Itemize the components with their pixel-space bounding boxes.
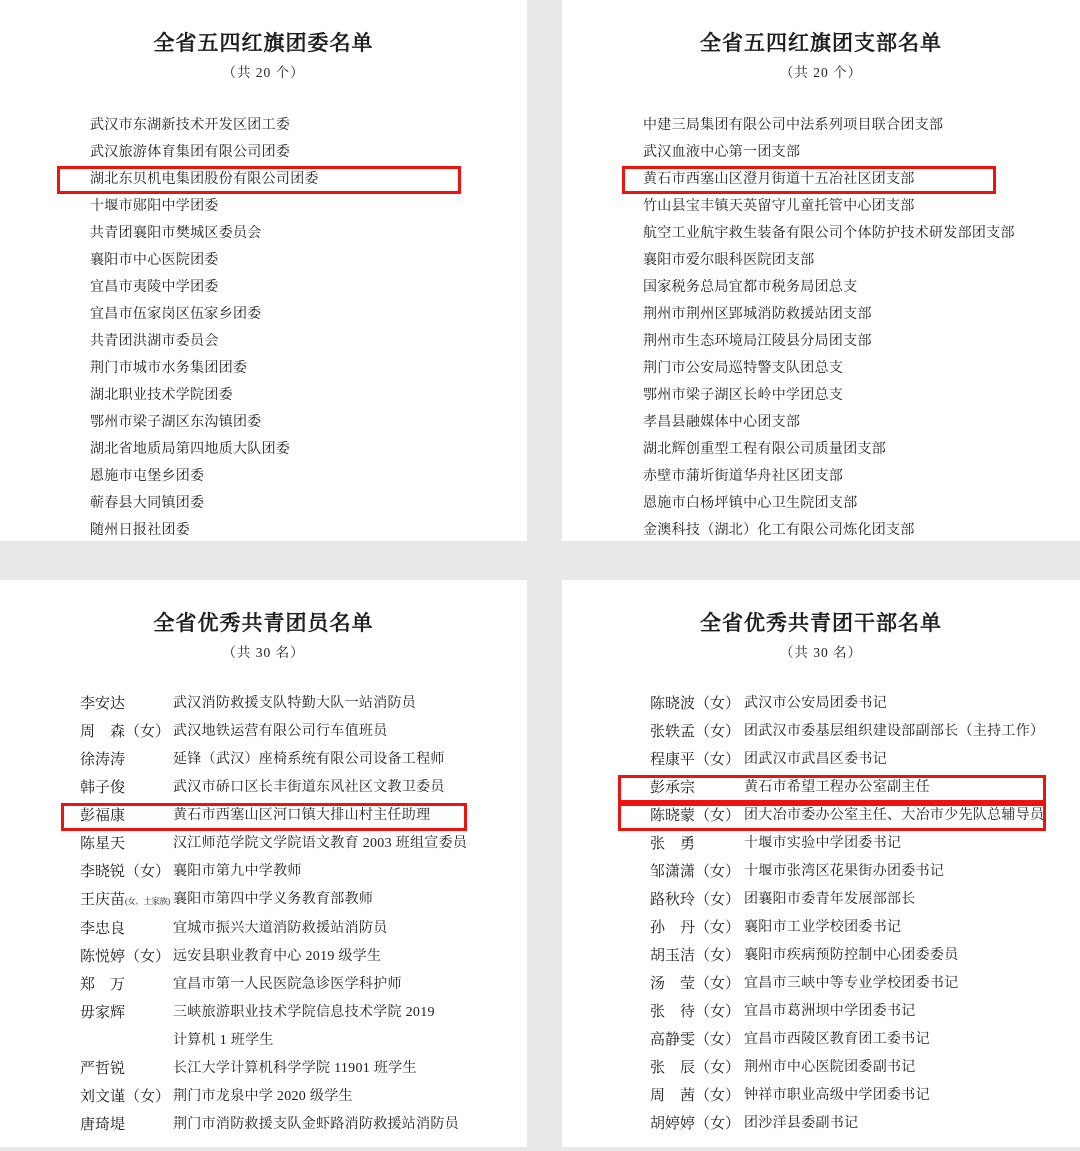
list-item [80,718,467,746]
page-red-flag-branches [562,0,1080,541]
list-item-highlighted [650,802,1044,830]
person-role: 荆门市龙泉中学 2020 级学生 [173,1089,353,1104]
list-item: 襄阳市中心医院团委 [90,253,219,268]
list-item-highlighted: 湖北东贝机电集团股份有限公司团委 [90,166,319,193]
person-role: 武汉地铁运营有限公司行车值班员 [173,724,388,739]
person-role: 钟祥市职业高级中学团委书记 [744,1088,930,1103]
list-item: 赤壁市蒲圻街道华舟社区团支部 [643,469,844,484]
person-name: 陈悦婷（女） [80,949,171,965]
list-item: 湖北职业技术学院团委 [90,388,233,403]
person-role: 武汉消防救援支队特勤大队一站消防员 [173,696,417,711]
person-name: 张 勇 [650,836,696,852]
person-name: 路秋玲（女） [650,892,741,908]
list-item: 湖北省地质局第四地质大队团委 [90,442,291,457]
person-role: 荆州市中心医院团委副书记 [744,1060,916,1075]
list-item: 宜昌市伍家岗区伍家乡团委 [90,307,262,322]
list-item [650,942,1044,970]
person-name: 陈晓蒙（女） [650,808,741,824]
person-name: 徐涛涛 [80,752,126,768]
list-item [650,690,1044,718]
list-item [80,746,467,774]
list-item [80,830,467,858]
person-name: 程康平（女） [650,752,741,768]
person-role: 十堰市张湾区花果街办团委书记 [744,864,945,879]
list-item [80,915,467,943]
person-role: 宜昌市三峡中等专业学校团委书记 [744,976,959,991]
person-name: 李晓锐（女） [80,864,171,880]
person-name: 张轶孟（女） [650,724,741,740]
person-role: 团武汉市武昌区委书记 [744,752,887,767]
list-count: （共 30 名） [779,645,863,660]
list-count: （共 30 名） [222,645,305,660]
list-item [80,943,467,971]
person-name: 陈星天 [80,836,126,852]
list-item [80,886,467,915]
person-name: 唐琦堤 [80,1117,126,1133]
list-item [80,1055,467,1083]
list-item: 共青团洪湖市委员会 [90,334,219,349]
list-item [650,718,1044,746]
person-name: 严哲锐 [80,1061,126,1077]
list-item: 孝昌县融媒体中心团支部 [643,415,801,430]
list-item: 共青团襄阳市樊城区委员会 [90,226,262,241]
list-item [650,830,1044,858]
person-name: 汤 莹（女） [650,976,741,992]
person-role: 黄石市西塞山区河口镇大排山村主任助理 [173,808,431,823]
person-name: 陈晓波（女） [650,696,741,712]
person-role: 宜昌市葛洲坝中学团委书记 [744,1004,916,1019]
list-item-highlighted [650,774,1044,802]
page-outstanding-cadres [562,580,1080,1147]
list-item: 荆州市荆州区郢城消防救援站团支部 [643,307,872,322]
list-item [650,914,1044,942]
person-role: 宜城市振兴大道消防救援站消防员 [173,921,388,936]
list-item [80,999,467,1055]
list-item [80,858,467,886]
person-role: 三峡旅游职业技术学院信息技术学院 2019 计算机 1 班学生 [173,1005,435,1048]
person-role: 团大冶市委办公室主任、大冶市少先队总辅导员 [744,808,1045,823]
list-item: 鄂州市梁子湖区长岭中学团总支 [643,388,844,403]
list-item: 武汉市东湖新技术开发区团工委 [90,118,291,133]
person-name: 李安达 [80,696,126,712]
person-role: 武汉市公安局团委书记 [744,696,887,711]
list-item [650,1026,1044,1054]
list-title: 全省五四红旗团支部名单 [700,31,942,55]
list-item [650,1082,1044,1110]
person-name: 张 辰（女） [650,1060,741,1076]
list-item: 湖北辉创重型工程有限公司质量团支部 [643,442,887,457]
list-item [80,1083,467,1111]
list-item: 襄阳市爱尔眼科医院团支部 [643,253,815,268]
person-name: 胡玉洁（女） [650,948,741,964]
list-item: 恩施市屯堡乡团委 [90,469,205,484]
person-role: 远安县职业教育中心 2019 级学生 [173,949,382,964]
list-count: （共 20 个） [222,65,305,80]
list-item [80,971,467,999]
list-item: 中建三局集团有限公司中法系列项目联合团支部 [643,118,944,133]
list-title: 全省五四红旗团委名单 [153,31,374,55]
list-item-highlighted [80,802,467,830]
list-item: 荆门市公安局巡特警支队团总支 [643,361,844,376]
person-name: 韩子俊 [80,780,126,796]
person-role: 荆门市消防救援支队金虾路消防救援站消防员 [173,1117,459,1132]
person-role: 襄阳市第九中学教师 [173,864,302,879]
person-name: 孙 丹（女） [650,920,741,936]
list-item: 荆门市城市水务集团团委 [90,361,248,376]
person-name: 彭福康 [80,808,126,824]
person-role: 十堰市实验中学团委书记 [744,836,902,851]
list-item: 竹山县宝丰镇天英留守儿童托管中心团支部 [643,199,915,214]
person-name: 高静雯（女） [650,1032,741,1048]
list-item [80,1111,467,1139]
list-item: 蕲春县大同镇团委 [90,496,205,511]
person-role: 团沙洋县委副书记 [744,1116,859,1131]
person-name: 张 待（女） [650,1004,741,1020]
person-role: 襄阳市工业学校团委书记 [744,920,902,935]
list-item: 宜昌市夷陵中学团委 [90,280,219,295]
person-role: 宜昌市第一人民医院急诊医学科护师 [173,977,402,992]
person-role: 团襄阳市委青年发展部部长 [744,892,916,907]
person-name: 李忠良 [80,921,126,937]
list-item [650,858,1044,886]
list-item: 金澳科技（湖北）化工有限公司炼化团支部 [643,523,915,538]
person-name: 周 森（女） [80,724,171,740]
list-item: 国家税务总局宜都市税务局团总支 [643,280,858,295]
person-name: 郑 万 [80,977,126,993]
list-item: 十堰市郧阳中学团委 [90,199,219,214]
list-item: 武汉血液中心第一团支部 [643,145,801,160]
person-name: 刘文谨（女） [80,1089,171,1105]
list-item: 恩施市白杨坪镇中心卫生院团支部 [643,496,858,511]
person-note: (女、土家族) [125,896,170,906]
list-item [650,1054,1044,1082]
list-item [650,970,1044,998]
person-role: 延锋（武汉）座椅系统有限公司设备工程师 [173,752,445,767]
person-role: 长江大学计算机科学学院 11901 班学生 [173,1061,417,1076]
name-list [643,112,1015,544]
person-name: 彭承宗 [650,780,696,796]
person-name: 周 茜（女） [650,1088,741,1104]
list-item [650,746,1044,774]
list-item [80,690,467,718]
list-count: （共 20 个） [779,65,863,80]
person-name: 胡婷婷（女） [650,1116,741,1132]
list-item [650,1110,1044,1138]
list-item-highlighted: 黄石市西塞山区澄月街道十五冶社区团支部 [643,166,1015,193]
list-item [650,886,1044,914]
person-role: 汉江师范学院文学院语文教育 2003 班组宣委员 [173,836,468,851]
person-role: 宜昌市西陵区教育团工委书记 [744,1032,930,1047]
person-role: 团武汉市委基层组织建设部副部长（主持工作） [744,724,1045,739]
person-name: 王庆苗(女、土家族) [80,892,170,908]
list-item: 随州日报社团委 [90,523,191,538]
list-item: 武汉旅游体育集团有限公司团委 [90,145,291,160]
list-item: 航空工业航宇救生装备有限公司个体防护技术研发部团支部 [643,226,1015,241]
person-name: 邹潇潇（女） [650,864,741,880]
person-name: 毋家辉 [80,1005,126,1021]
person-role: 襄阳市第四中学义务教育部教师 [173,892,374,907]
person-role: 黄石市希望工程办公室副主任 [744,780,930,795]
page-red-flag-committees [0,0,527,541]
name-list [90,112,319,544]
name-list [80,690,467,1139]
page-outstanding-members [0,580,527,1147]
person-role: 襄阳市疾病预防控制中心团委委员 [744,948,959,963]
name-list [650,690,1044,1138]
list-item [80,774,467,802]
list-title: 全省优秀共青团干部名单 [700,611,942,635]
list-item: 荆州市生态环境局江陵县分局团支部 [643,334,872,349]
list-title: 全省优秀共青团员名单 [153,611,374,635]
list-item [650,998,1044,1026]
person-role: 武汉市硚口区长丰街道东风社区文教卫委员 [173,780,445,795]
list-item: 鄂州市梁子湖区东沟镇团委 [90,415,262,430]
